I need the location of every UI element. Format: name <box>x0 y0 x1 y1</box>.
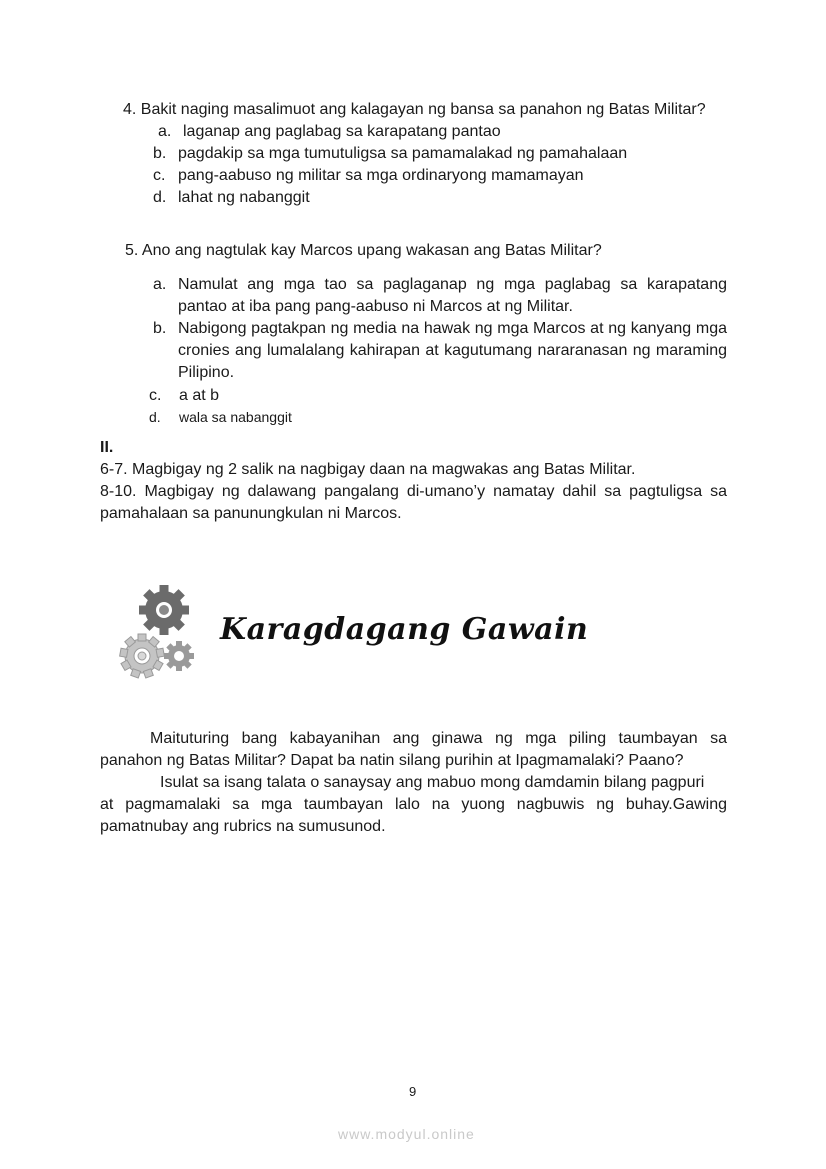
option-label: c. <box>149 387 162 404</box>
activity-p2-line-2: at pagmamalaki sa mga taumbayan lalo na yuong nagbuwis ng buhay.Gawing <box>100 796 727 813</box>
option-label: b. <box>153 145 167 162</box>
question-5: 5. Ano ang nagtulak kay Marcos upang wakasan ang Batas Militar? <box>125 242 602 259</box>
page-number: 9 <box>409 1084 417 1099</box>
part-2-heading: II. <box>100 439 114 456</box>
option-label: a. <box>158 123 172 140</box>
option-label: b. <box>153 320 167 337</box>
option-text: pagdakip sa mga tumutuligsa sa pamamalakad ng pamahalaan <box>178 145 628 162</box>
question-4: 4. Bakit naging masalimuot ang kalagayan ng bansa sa panahon ng Batas Militar? <box>123 101 706 118</box>
option-label: c. <box>153 167 166 184</box>
watermark: www.modyul.online <box>338 1126 475 1142</box>
option-label: d. <box>149 409 161 425</box>
activity-p1-line-1: Maituturing bang kabayanihan ang ginawa ng mga piling taumbayan sa <box>150 730 727 747</box>
option-label: a. <box>153 276 167 293</box>
option-text: laganap ang paglabag sa karapatang pantao <box>183 123 501 140</box>
item-6-7: 6-7. Magbigay ng 2 salik na nagbigay daan na magwakas ang Batas Militar. <box>100 461 636 478</box>
gears-icon <box>118 576 198 686</box>
item-8-10-line-1: 8-10. Magbigay ng dalawang pangalang di-umano’y namatay dahil sa pagtuligsa sa <box>100 483 727 500</box>
option-text: lahat ng nabanggit <box>178 189 310 206</box>
option-text: wala sa nabanggit <box>179 409 292 425</box>
activity-p2-line-1: Isulat sa isang talata o sanaysay ang mabuo mong damdamin bilang pagpuri <box>160 774 705 791</box>
activity-p1-line-2: panahon ng Batas Militar? Dapat ba natin silang purihin at Ipagmamalaki? Paano? <box>100 752 684 769</box>
activity-p2-line-3: pamatnubay ang rubrics na sumusunod. <box>100 818 386 835</box>
option-text: Nabigong pagtakpan ng media na hawak ng mga Marcos at ng kanyang mga cronies ang lumalalang kahirapan at kagutumang nararanasan ng maraming Pilipino. <box>178 320 727 381</box>
option-label: d. <box>153 189 167 206</box>
option-text: pang-aabuso ng militar sa mga ordinaryong mamamayan <box>178 167 584 184</box>
option-text: a at b <box>179 387 220 404</box>
item-8-10-line-2: pamahalaan sa panunungkulan ni Marcos. <box>100 505 402 522</box>
section-title: Karagdagang Gawain <box>220 612 589 647</box>
option-text: Namulat ang mga tao sa paglaganap ng mga paglabag sa karapatang pantao at iba pang pang-aabuso ni Marcos at ng Militar. <box>178 276 727 315</box>
